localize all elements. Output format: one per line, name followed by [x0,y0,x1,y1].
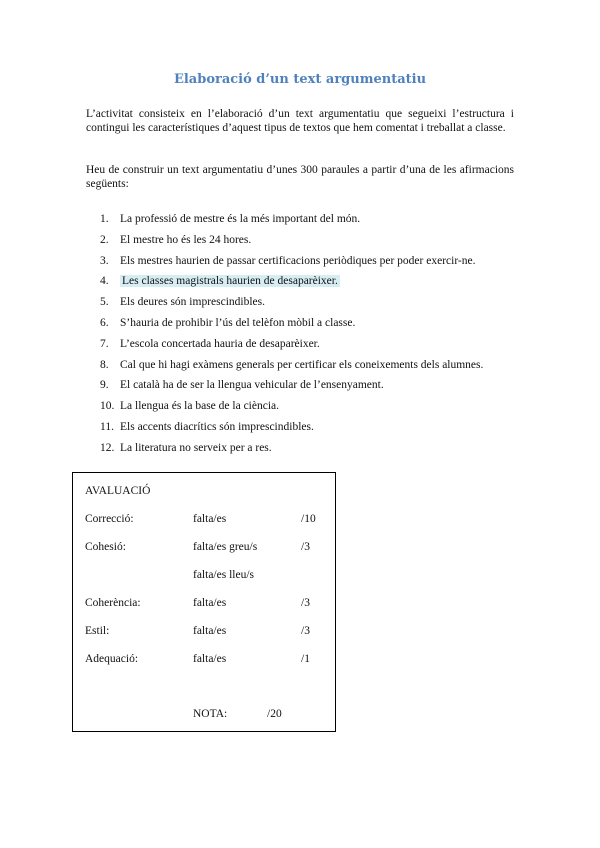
item-number: 1. [100,213,109,225]
list-item [100,378,483,399]
item-text: La llengua és la base de la ciència. [120,400,280,413]
item-number: 12. [100,441,115,454]
item-number: 6. [100,316,109,329]
score-label: /10 [301,513,316,525]
criterion-label: Correcció: [85,513,134,525]
item-text: Els deures són imprescindibles. [120,296,266,309]
item-text: El mestre ho és les 24 hores. [120,233,252,246]
item-number: 8. [100,358,109,371]
criterion-label: Coherència: [85,597,141,609]
item-text: L’escola concertada hauria de desaparèixer. [120,337,320,350]
item-number: 10. [100,400,115,413]
errors-label: falta/es [193,597,227,609]
item-number: 7. [100,337,109,350]
intro-paragraph: L’activitat consisteix en l’elaboració d’un text argumentatiu que segueixi l’estructura i contingui les característiques d’aquest tipus de textos que hem comentat i treballat a classe. [86,108,514,134]
list-item [100,233,483,254]
instruction-paragraph: Heu de construir un text argumentatiu d’unes 300 paraules a partir d’una de les afirmacions següents: [86,164,514,190]
errors-label: falta/es [193,653,227,665]
item-number: 9. [100,379,109,392]
errors-label: falta/es greu/s [193,541,258,553]
item-number: 4. [100,275,109,288]
errors-label: falta/es [193,625,227,637]
list-item [100,316,483,337]
list-item [100,358,483,379]
criterion-label: Estil: [85,625,110,637]
item-text: S’hauria de prohibir l’ús del telèfon mòbil a classe. [120,316,356,329]
errors-label: falta/es [193,513,227,525]
list-item [100,295,483,316]
item-number: 5. [100,296,109,309]
list-item [100,399,483,420]
evaluation-heading: AVALUACIÓ [85,485,151,497]
list-item [100,212,483,233]
statements-list [100,212,483,462]
total-score: /20 [267,708,282,720]
errors-label: falta/es lleu/s [193,569,254,581]
criterion-label: Cohesió: [85,541,126,553]
criterion-label: Adequació: [85,653,139,665]
list-item-highlighted [100,274,483,295]
document-title: Elaboració d’un text argumentatiu [173,72,427,87]
item-number: 11. [100,420,114,433]
total-label: NOTA: [193,708,228,720]
item-text: Les classes magistrals haurien de desaparèixer. [122,275,338,288]
item-text: La literatura no serveix per a res. [120,441,272,454]
item-text: Els accents diacrítics són imprescindibles. [120,420,314,433]
score-label: /3 [301,597,310,609]
evaluation-box [72,472,336,732]
item-number: 3. [100,254,109,267]
score-label: /3 [301,541,310,553]
list-item [100,420,483,441]
item-text: El català ha de ser la llengua vehicular de l’ensenyament. [120,379,384,392]
list-item [100,337,483,358]
list-item [100,254,483,275]
item-text: Els mestres haurien de passar certificacions periòdiques per poder exercir-ne. [120,254,476,267]
list-item [100,441,483,462]
item-text: Cal que hi hagi exàmens generals per certificar els coneixements dels alumnes. [120,358,484,371]
item-text: La professió de mestre és la més important del món. [120,213,361,225]
item-number: 2. [100,233,109,246]
score-label: /3 [301,625,310,637]
score-label: /1 [301,653,310,665]
